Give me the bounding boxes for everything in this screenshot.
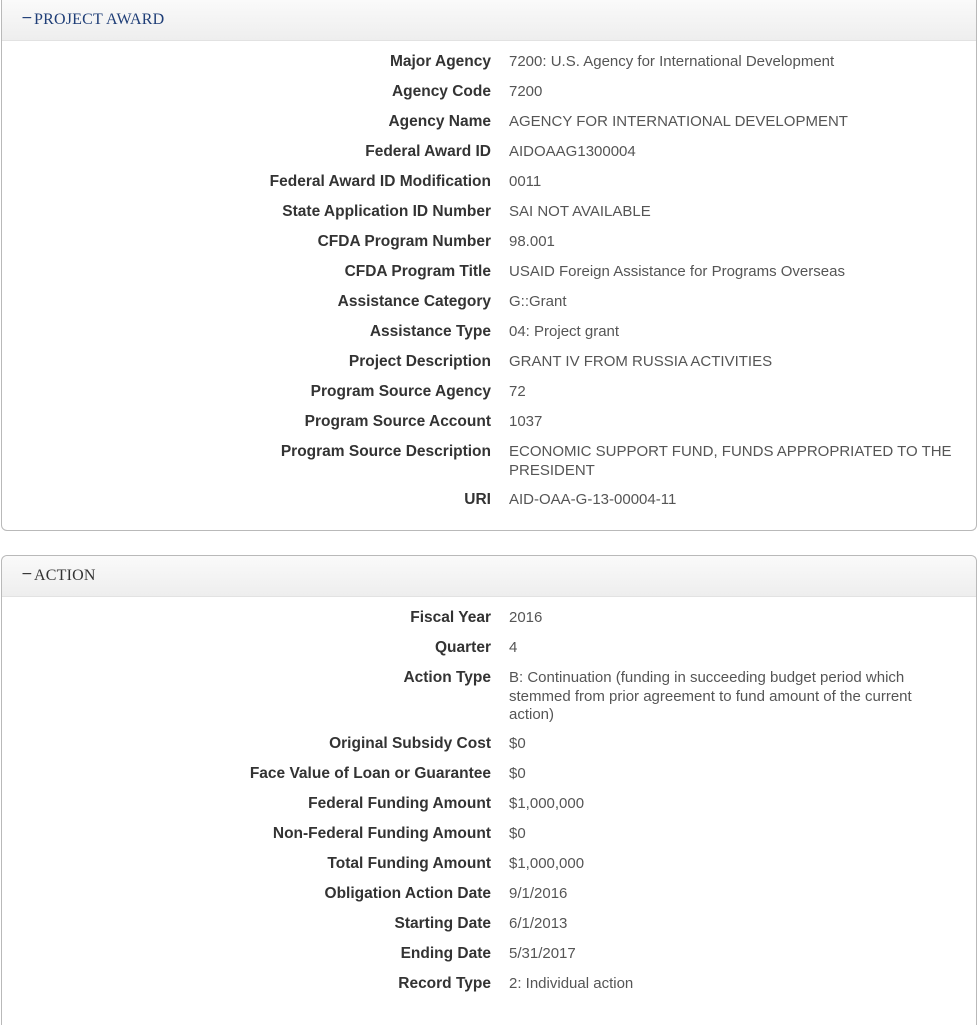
field-label: Federal Award ID Modification [269,173,491,190]
field-row [2,763,976,793]
field-row [2,141,976,171]
field-value: GRANT IV FROM RUSSIA ACTIVITIES [509,353,773,370]
field-row [2,913,976,943]
field-label: Record Type [398,975,491,992]
field-row [2,973,976,1003]
field-label: State Application ID Number [282,203,491,220]
field-value: AID-OAA-G-13-00004-11 [509,491,677,508]
field-row [2,231,976,261]
field-value: $0 [509,735,526,752]
field-label: Agency Code [391,83,491,100]
field-label: Assistance Category [337,293,491,310]
action-header[interactable] [2,556,976,597]
field-label: Fiscal Year [410,609,491,626]
field-label: Face Value of Loan or Guarantee [249,765,491,782]
field-row [2,201,976,231]
field-label: Original Subsidy Cost [329,735,491,752]
field-value: B: Continuation (funding in succeeding budget period which stemmed from prior agreement to fund amount of the current action) [509,669,912,723]
field-value: USAID Foreign Assistance for Programs Overseas [509,263,845,280]
field-row [2,261,976,291]
field-row [2,171,976,201]
field-label: Project Description [348,353,491,370]
field-value: 5/31/2017 [509,945,576,962]
field-row [2,441,976,489]
field-row [2,381,976,411]
field-label: Quarter [435,639,491,656]
field-value: 04: Project grant [509,323,620,340]
field-row [2,411,976,441]
field-row [2,291,976,321]
field-value: AGENCY FOR INTERNATIONAL DEVELOPMENT [509,113,848,130]
field-row [2,733,976,763]
field-value: 72 [509,383,526,400]
field-label: CFDA Program Title [344,263,491,280]
field-label: Agency Name [388,113,491,130]
section-title: ACTION [34,567,96,584]
collapse-icon[interactable]: − [21,10,33,26]
field-value: 2016 [509,609,543,626]
field-row [2,667,976,733]
field-value: 2: Individual action [509,975,634,992]
section-title: PROJECT AWARD [34,11,165,28]
field-value: $1,000,000 [509,795,585,812]
field-row [2,321,976,351]
field-row [2,637,976,667]
field-label: CFDA Program Number [317,233,491,250]
field-value: $1,000,000 [509,855,585,872]
field-label: Total Funding Amount [327,855,491,872]
field-value: ECONOMIC SUPPORT FUND, FUNDS APPROPRIATED TO THE PRESIDENT [509,443,952,479]
field-row [2,489,976,519]
field-label: Federal Funding Amount [308,795,491,812]
field-row [2,823,976,853]
field-row [2,853,976,883]
field-value: 0011 [509,173,542,190]
field-value: 7200: U.S. Agency for International Development [509,53,835,70]
field-value: 7200 [509,83,543,100]
field-value: G::Grant [509,293,567,310]
collapse-icon[interactable]: − [21,566,33,582]
field-row [2,51,976,81]
field-label: Program Source Account [304,413,491,430]
field-label: Non-Federal Funding Amount [272,825,491,842]
field-row [2,607,976,637]
field-label: Federal Award ID [365,143,491,160]
field-row [2,943,976,973]
field-row [2,883,976,913]
field-row [2,351,976,381]
field-row [2,793,976,823]
field-value: SAI NOT AVAILABLE [509,203,651,220]
field-value: 98.001 [509,233,555,250]
field-label: Major Agency [389,53,491,70]
field-label: Action Type [403,669,491,686]
project-award-header[interactable] [2,0,976,41]
field-label: Assistance Type [369,323,491,340]
action-panel [1,555,977,1025]
action-fields [2,597,976,1003]
field-value: 1037 [509,413,543,430]
field-row [2,81,976,111]
field-label: Ending Date [400,945,491,962]
project-award-panel [1,0,977,531]
field-label: URI [464,491,491,508]
field-value: AIDOAAG1300004 [509,143,636,160]
project-award-fields [2,41,976,519]
field-label: Program Source Agency [310,383,491,400]
field-value: $0 [509,765,526,782]
field-value: 9/1/2016 [509,885,568,902]
field-label: Program Source Description [280,443,491,460]
field-label: Starting Date [394,915,491,932]
field-row [2,111,976,141]
field-value: $0 [509,825,526,842]
field-value: 6/1/2013 [509,915,568,932]
field-label: Obligation Action Date [324,885,491,902]
field-value: 4 [509,639,518,656]
